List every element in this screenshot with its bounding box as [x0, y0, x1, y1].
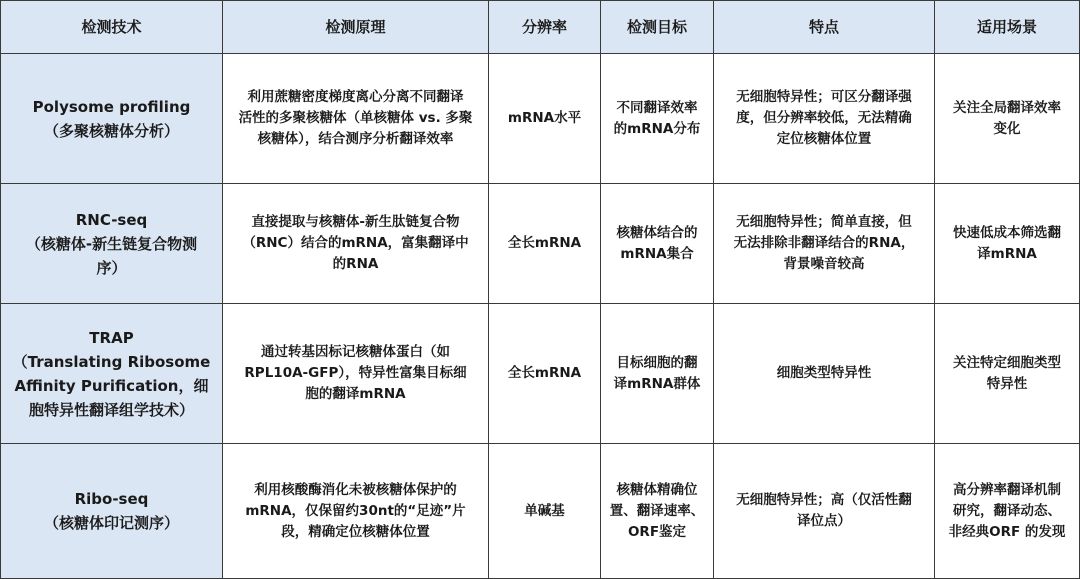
features-cell	[714, 184, 935, 304]
principle-text: 活性的多聚核糖体（单核糖体 vs. 多聚	[238, 110, 473, 126]
principle-cell	[223, 444, 489, 579]
scenario-text: 高分辨率翻译机制	[953, 481, 1061, 498]
principle-text: 通过转基因标记核糖体蛋白（如	[261, 344, 450, 360]
header-method: 检测技术	[1, 1, 223, 54]
target-text: 的mRNA分布	[613, 120, 701, 137]
features-cell	[714, 444, 935, 579]
resolution-cell	[489, 184, 601, 304]
features-text: 无细胞特异性；可区分翻译强	[736, 89, 912, 105]
principle-text: 胞的翻译mRNA	[305, 386, 406, 402]
principle-cell	[223, 54, 489, 184]
principle-text: 核糖体），结合测序分析翻译效率	[257, 131, 454, 147]
scenario-cell	[935, 54, 1080, 184]
target-text: 不同翻译效率	[616, 99, 698, 116]
header-features: 特点	[714, 1, 935, 54]
target-cell	[601, 304, 714, 444]
target-text: 核糖体精确位	[616, 481, 698, 498]
table-row	[1, 444, 1080, 579]
principle-text: RPL10A-GFP），特异性富集目标细	[244, 365, 467, 381]
resolution-cell	[489, 444, 601, 579]
principle-text: 的RNA	[332, 256, 379, 272]
header-scenario: 适用场景	[935, 1, 1080, 54]
features-cell	[714, 304, 935, 444]
features-text: 无细胞特异性；高（仅活性翻	[736, 492, 912, 508]
resolution-text: 全长mRNA	[507, 235, 582, 251]
resolution-cell	[489, 304, 601, 444]
method-name: （核糖体-新生链复合物测	[25, 234, 198, 253]
method-cell	[1, 54, 223, 184]
features-text: 译位点）	[797, 513, 851, 529]
scenario-text: 译mRNA	[977, 245, 1037, 262]
method-name: （核糖体印记测序）	[43, 514, 179, 532]
table-header-row	[1, 1, 1080, 54]
method-name: 胞特异性翻译组学技术）	[28, 400, 194, 419]
scenario-text: 研究，翻译动态、	[953, 502, 1061, 519]
features-text: 背景噪音较高	[783, 256, 865, 272]
resolution-text: 单碱基	[524, 502, 565, 519]
method-name: Affinity Purification，细	[14, 376, 209, 395]
resolution-text: mRNA水平	[507, 110, 582, 126]
target-cell	[601, 444, 714, 579]
principle-cell	[223, 184, 489, 304]
features-text: 定位核糖体位置	[776, 131, 872, 147]
method-name: RNC-seq	[75, 210, 148, 229]
principle-text: （RNC）结合的mRNA，富集翻译中	[242, 235, 469, 251]
principle-text: 利用核酸酶消化未被核糖体保护的	[254, 481, 457, 498]
scenario-cell	[935, 184, 1080, 304]
header-principle: 检测原理	[223, 1, 489, 54]
features-text: 无细胞特异性；简单直接，但	[736, 214, 912, 230]
principle-text: 利用蔗糖密度梯度离心分离不同翻译	[247, 89, 464, 105]
target-cell	[601, 54, 714, 184]
target-text: 核糖体结合的	[616, 224, 698, 241]
scenario-text: 特异性	[986, 375, 1028, 392]
resolution-cell	[489, 54, 601, 184]
method-name: （Translating Ribosome	[12, 352, 211, 371]
scenario-text: 关注特定细胞类型	[953, 354, 1061, 371]
method-name: Polysome profiling	[32, 97, 191, 116]
principle-text: 直接提取与核糖体-新生肽链复合物	[251, 214, 460, 230]
method-name: TRAP	[89, 328, 134, 347]
target-text: 译mRNA群体	[613, 375, 701, 392]
table-row	[1, 54, 1080, 184]
principle-cell	[223, 304, 489, 444]
features-text: 细胞类型特异性	[776, 365, 872, 381]
principle-text: 段，精确定位核糖体位置	[281, 523, 430, 540]
target-text: ORF鉴定	[627, 523, 687, 540]
method-cell	[1, 304, 223, 444]
header-target: 检测目标	[601, 1, 714, 54]
target-text: 目标细胞的翻	[616, 354, 698, 371]
method-name: （多聚核糖体分析）	[43, 121, 179, 140]
method-cell	[1, 444, 223, 579]
method-name: 序）	[96, 258, 127, 277]
scenario-text: 变化	[993, 120, 1021, 137]
features-text: 无法排除非翻译结合的RNA，	[733, 235, 915, 251]
principle-text: mRNA，仅保留约30nt的“足迹”片	[245, 502, 466, 519]
method-name: Ribo-seq	[74, 490, 149, 508]
table-row	[1, 304, 1080, 444]
target-cell	[601, 184, 714, 304]
target-text: mRNA集合	[620, 245, 694, 262]
resolution-text: 全长mRNA	[507, 365, 582, 381]
features-text: 度，但分辨率较低，无法精确	[736, 110, 912, 126]
features-cell	[714, 54, 935, 184]
scenario-cell	[935, 444, 1080, 579]
header-resolution: 分辨率	[489, 1, 601, 54]
scenario-cell	[935, 304, 1080, 444]
scenario-text: 快速低成本筛选翻	[953, 224, 1061, 241]
table-row	[1, 184, 1080, 304]
scenario-text: 关注全局翻译效率	[953, 99, 1061, 116]
scenario-text: 非经典ORF 的发现	[948, 523, 1066, 540]
method-cell	[1, 184, 223, 304]
target-text: 置、翻译速率、	[609, 502, 705, 519]
